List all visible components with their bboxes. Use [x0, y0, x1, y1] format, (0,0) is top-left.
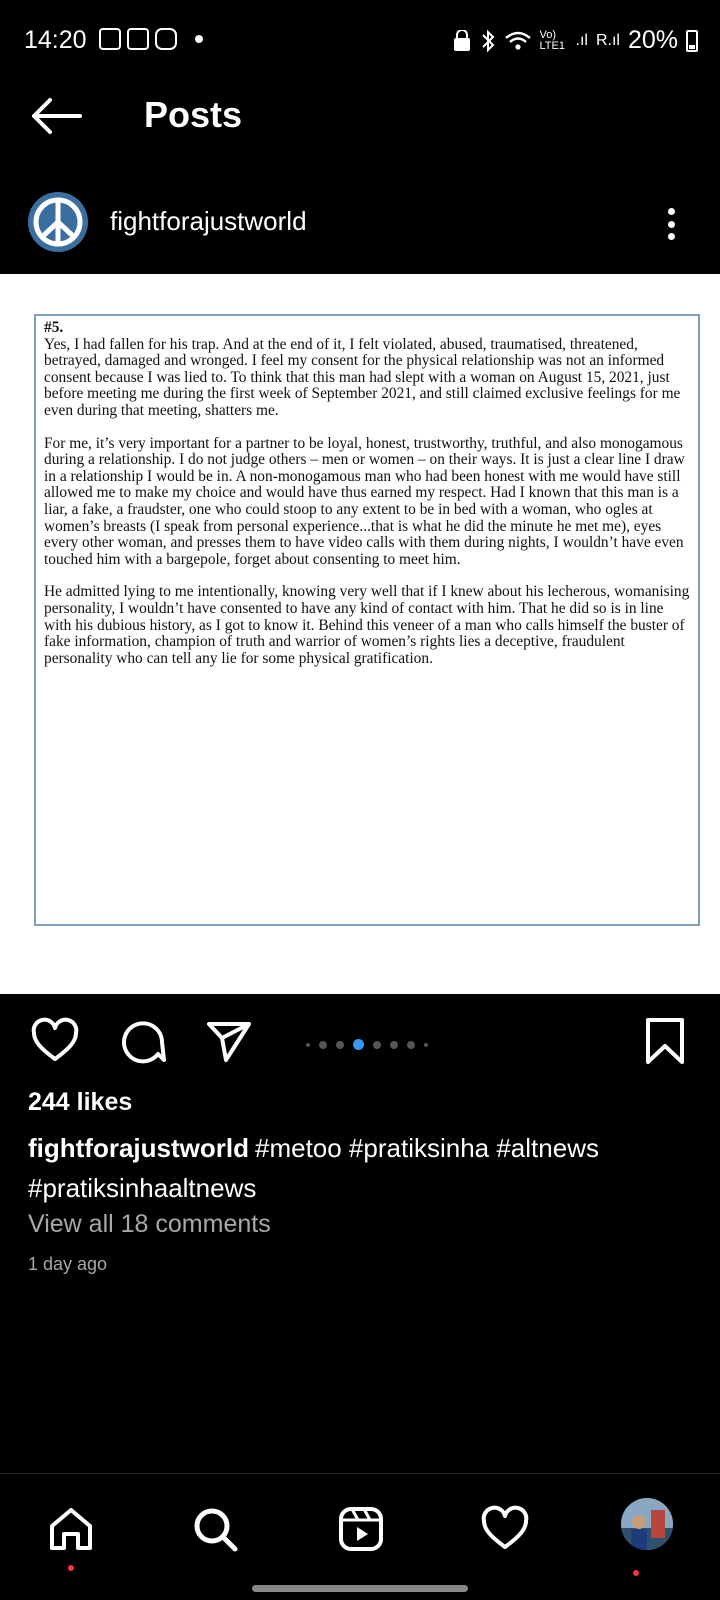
signal-1: .ıl — [575, 31, 588, 49]
profile-photo — [621, 1498, 673, 1550]
carousel-dot-active — [353, 1039, 364, 1050]
activity-heart-icon[interactable] — [480, 1504, 530, 1554]
app-notification-icon — [155, 28, 177, 50]
document-paragraph: Yes, I had fallen for his trap. And at the end of it, I felt violated, abused, traumatised, threatened, betrayed, damaged and wronged. I feel my consent for the physical relationship was not an informed consent because I was lied to. To think that this man had slept with a woman on August 15, 2021, just before meeting me during the first week of September 2021, and still claimed exclusive feelings for me even during that meeting, shatters me. — [44, 335, 681, 419]
likes-count[interactable]: 244 likes — [28, 1088, 133, 1116]
search-icon[interactable] — [190, 1504, 240, 1554]
page-title: Posts — [144, 94, 243, 135]
reels-icon[interactable] — [336, 1504, 386, 1554]
document-text-box — [34, 314, 700, 926]
gallery-icon — [99, 28, 121, 50]
carousel-dot — [306, 1043, 310, 1047]
comment-icon[interactable] — [118, 1016, 168, 1066]
carousel-dot — [336, 1041, 344, 1049]
post-header — [0, 188, 720, 258]
bluetooth-icon — [480, 29, 496, 53]
avatar[interactable] — [28, 192, 88, 252]
status-time: 14:20 — [24, 26, 87, 54]
lock-icon — [452, 30, 472, 52]
arrow-left-icon[interactable] — [30, 96, 82, 136]
carousel-dot — [373, 1041, 381, 1049]
carousel-indicator — [306, 1039, 428, 1050]
carousel-dot — [390, 1041, 398, 1049]
status-bar — [0, 0, 720, 80]
post-image[interactable] — [0, 274, 720, 994]
document-paragraph: For me, it’s very important for a partner to be loyal, honest, trustworthy, truthful, and also monogamous during a relationship. I do not judge others – men or women – on their ways. It is just a clear line I draw in a relationship I would be in. A non-monogamous man who had been honest with me would have still allowed me to make my choice and would have thus earned my respect. Had I known that this man is a liar, a fake, a fraudster, one who could stoop to any extent to be in bed with a woman, who ogles at women’s breasts (I speak from personal experience...that is what he did the minute he met me), eyes every other woman, and presses them to have video calls with them during nights, I wouldn’t have even touched him with a bargepole, forget about consenting to meet him. — [44, 434, 685, 568]
header — [0, 80, 720, 170]
send-icon[interactable] — [204, 1016, 254, 1066]
document-paragraph: He admitted lying to me intentionally, knowing very well that if I knew about his lecherous, womanising personality, I wouldn’t have consented to have any kind of contact with him. That he did so is in line with his dubious history, as I got to know it. Behind this veneer of a man who calls himself the buster of fake information, champion of truth and warrior of women’s rights lies a deceptive, fraudulent personality who can tell any lie for some physical gratification. — [44, 583, 690, 667]
bookmark-icon[interactable] — [640, 1016, 690, 1066]
signal-2: R.ıl — [595, 31, 620, 49]
peace-icon — [28, 192, 88, 252]
status-right — [452, 26, 699, 55]
document-heading: #5. — [44, 319, 64, 336]
post-timestamp: 1 day ago — [28, 1254, 108, 1274]
carousel-dot — [407, 1041, 415, 1049]
battery-percent: 20% — [627, 26, 678, 54]
notification-icons — [99, 28, 203, 50]
more-vertical-icon[interactable] — [668, 208, 676, 240]
home-indicator[interactable] — [252, 1585, 468, 1592]
carousel-dot — [319, 1041, 327, 1049]
dot — [668, 221, 675, 228]
notification-dot — [68, 1565, 74, 1571]
post-username[interactable]: fightforajustworld — [110, 206, 307, 236]
caption-text[interactable]: #metoo #pratiksinha #altnews #pratiksinhaaltnews — [28, 1133, 599, 1203]
network-type: Vo) LTE1 — [539, 28, 565, 52]
post-actions — [0, 1012, 720, 1072]
profile-avatar[interactable] — [621, 1498, 673, 1550]
dot — [668, 233, 675, 240]
carousel-dot — [424, 1043, 428, 1047]
wifi-icon — [504, 30, 532, 52]
more-notifications-dot — [195, 35, 203, 43]
home-icon[interactable] — [46, 1504, 96, 1554]
bottom-nav — [0, 1473, 720, 1600]
battery-icon — [686, 30, 698, 52]
caption-username[interactable]: fightforajustworld — [28, 1133, 249, 1163]
heart-icon[interactable] — [30, 1016, 80, 1066]
profile-notification-dot — [633, 1570, 639, 1576]
screen-icon — [127, 28, 149, 50]
caption — [28, 1128, 688, 1208]
view-comments-link[interactable]: View all 18 comments — [28, 1210, 271, 1238]
dot — [668, 208, 675, 215]
